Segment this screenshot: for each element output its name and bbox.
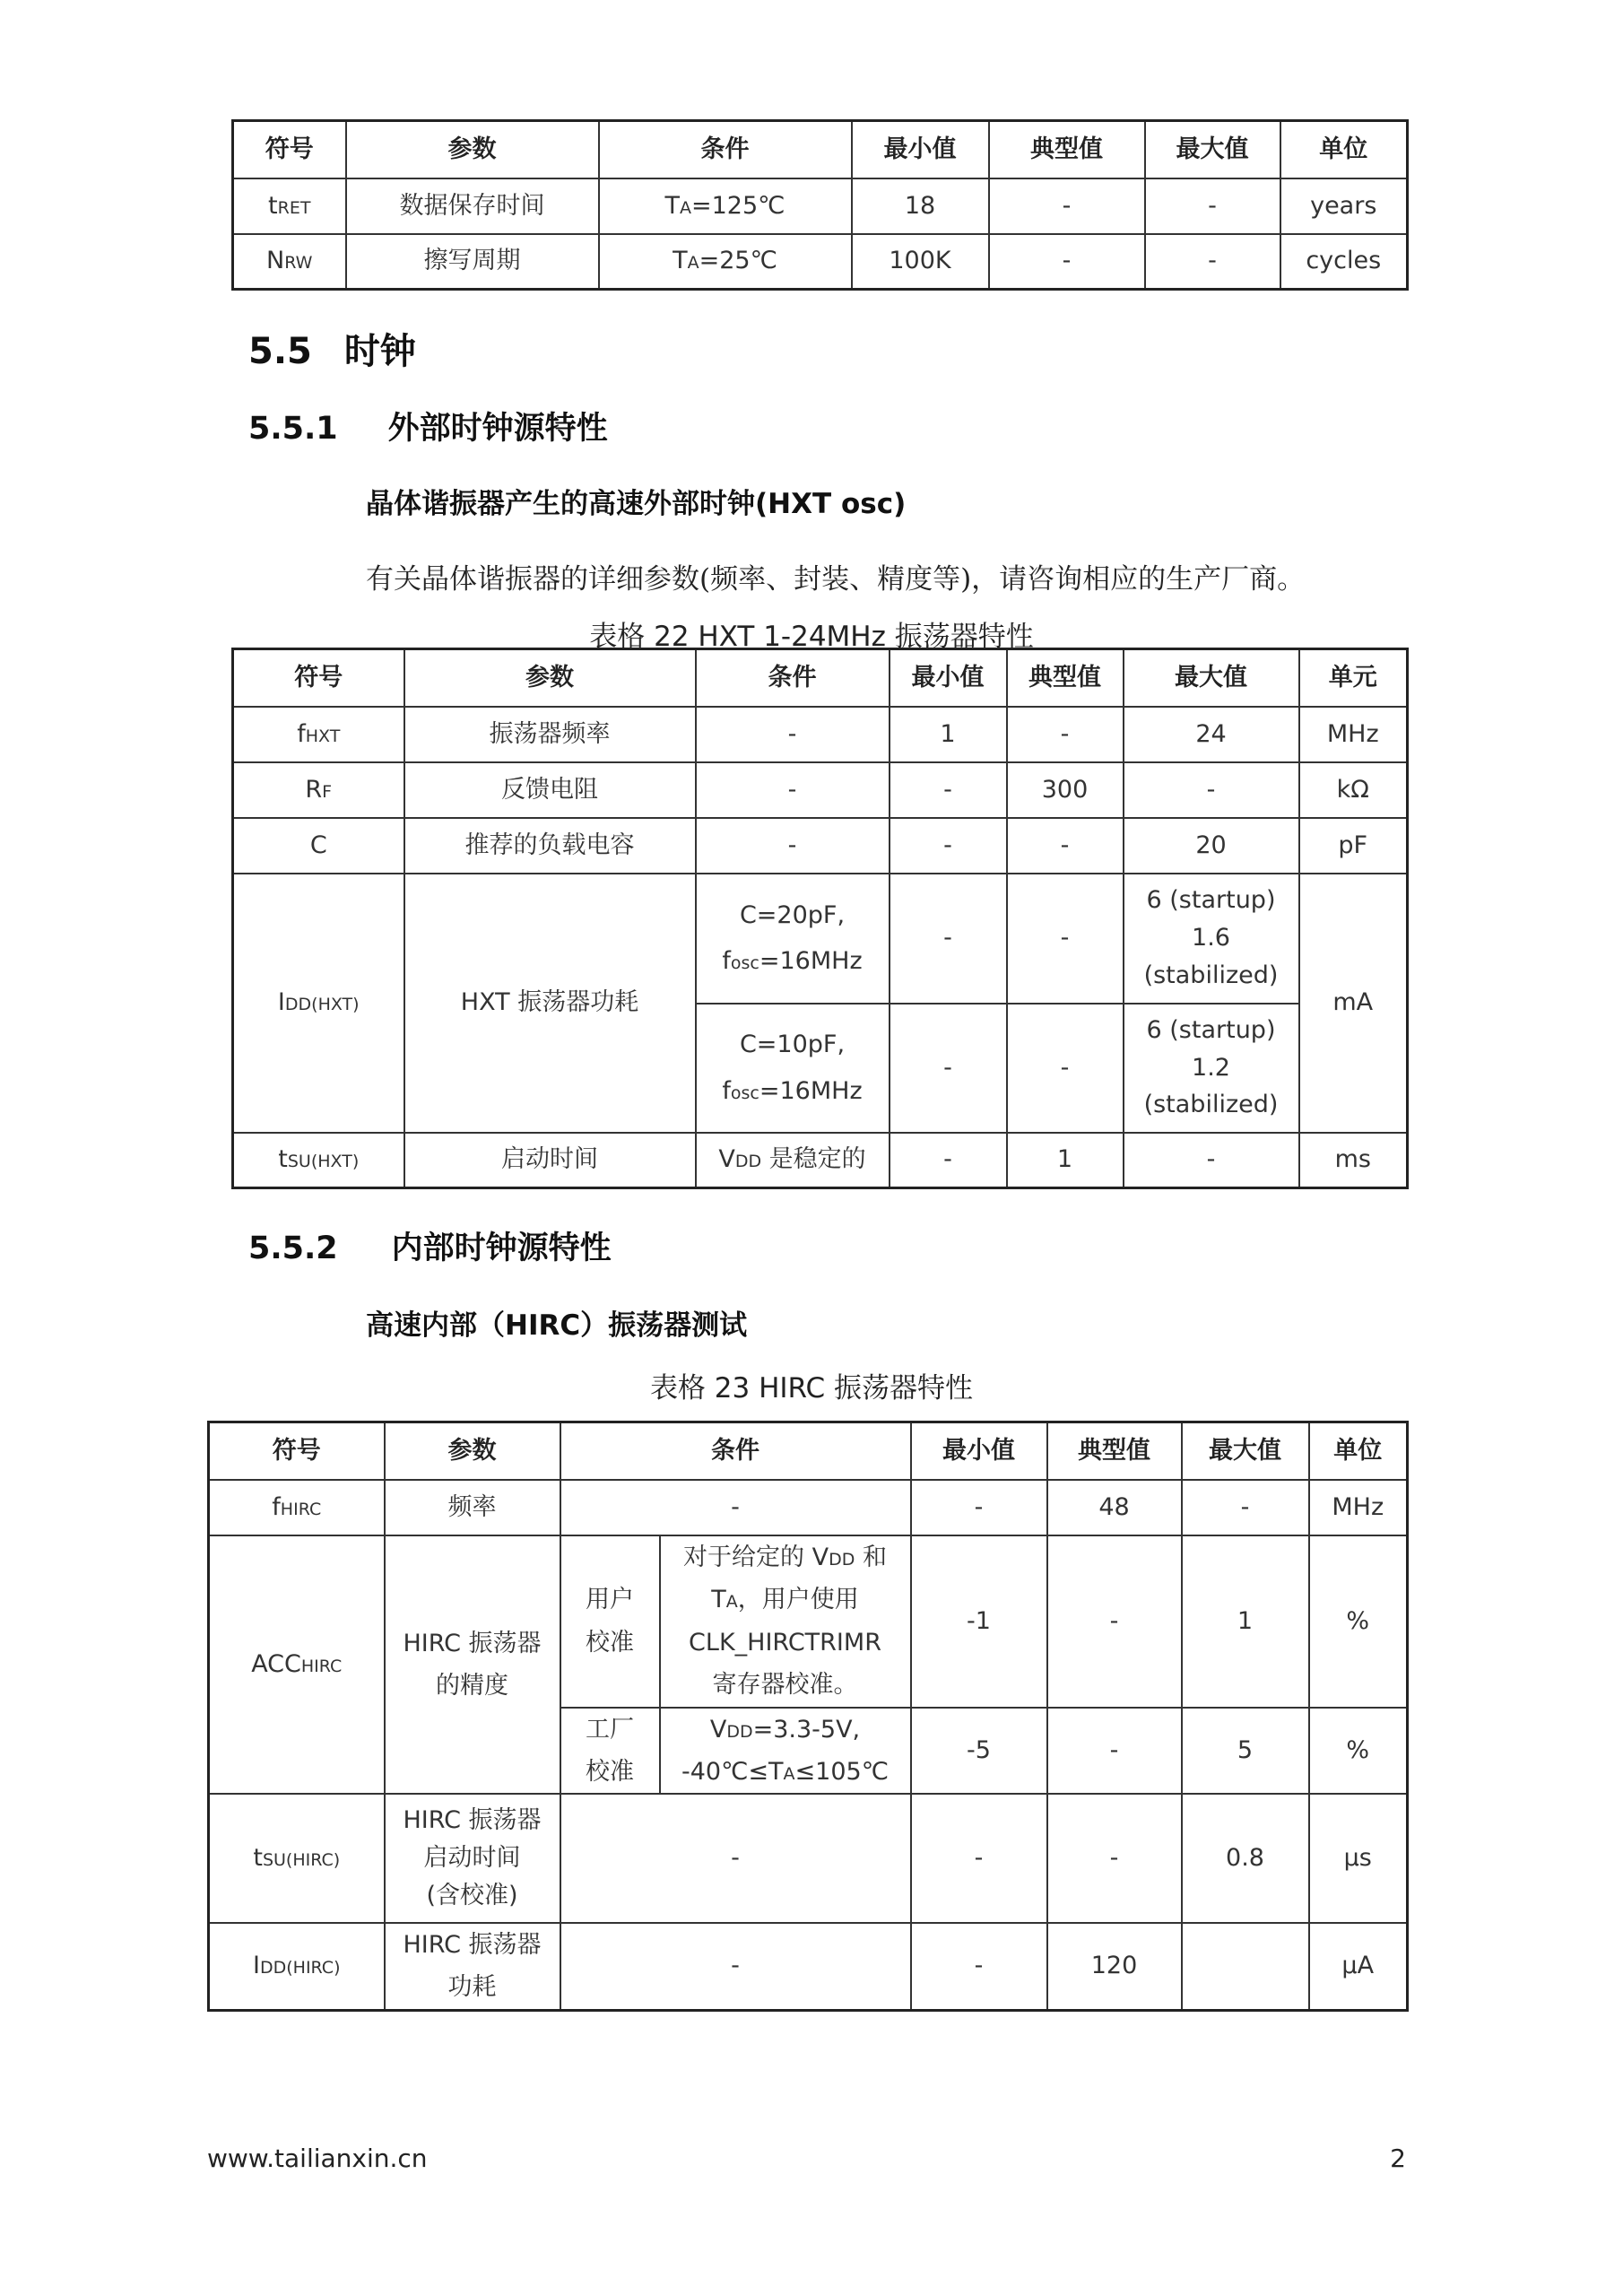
retention-table bbox=[231, 119, 1409, 291]
section-number: 5.5 bbox=[248, 331, 312, 372]
param-cell: 推荐的负载电容 bbox=[404, 818, 696, 874]
table-row bbox=[233, 818, 1408, 874]
header-cell: 最小值 bbox=[852, 121, 989, 178]
header-cell: 典型值 bbox=[1047, 1422, 1182, 1480]
header-cell: 最小值 bbox=[890, 649, 1007, 707]
condition-cell: - bbox=[696, 818, 890, 874]
header-cell: 条件 bbox=[696, 649, 890, 707]
typ-cell: - bbox=[989, 234, 1145, 290]
symbol-cell: tSU(HXT) bbox=[233, 1133, 404, 1188]
min-cell: 1 bbox=[890, 707, 1007, 762]
header-cell: 参数 bbox=[385, 1422, 560, 1480]
condition-cell: TA=25℃ bbox=[599, 234, 852, 290]
max-cell: - bbox=[1145, 178, 1280, 234]
table-row bbox=[209, 1480, 1408, 1535]
calibration-label-cell: 工厂 校准 bbox=[560, 1708, 660, 1795]
unit-cell: pF bbox=[1299, 818, 1408, 874]
condition-cell: C=20pF, fosc=16MHz bbox=[696, 874, 890, 1004]
symbol-cell: IDD(HIRC) bbox=[209, 1923, 385, 2010]
max-cell: 6 (startup) 1.2 (stabilized) bbox=[1124, 1004, 1299, 1133]
hirc-heading: 高速内部（HIRC）振荡器测试 bbox=[366, 1309, 748, 1342]
param-cell: HIRC 振荡器 功耗 bbox=[385, 1923, 560, 2010]
header-cell: 参数 bbox=[404, 649, 696, 707]
table-row bbox=[233, 707, 1408, 762]
symbol-cell: NRW bbox=[233, 234, 346, 290]
unit-cell: μs bbox=[1309, 1794, 1408, 1923]
unit-cell: μA bbox=[1309, 1923, 1408, 2010]
unit-cell: MHz bbox=[1309, 1480, 1408, 1535]
hxt-paragraph: 有关晶体谐振器的详细参数(频率、封装、精度等)，请咨询相应的生产厂商。 bbox=[366, 563, 1306, 596]
max-cell bbox=[1182, 1923, 1309, 2010]
min-cell: 18 bbox=[852, 178, 989, 234]
param-cell: HIRC 振荡器 的精度 bbox=[385, 1535, 560, 1795]
table-row bbox=[233, 178, 1408, 234]
unit-cell: ms bbox=[1299, 1133, 1408, 1188]
table-row bbox=[233, 762, 1408, 818]
min-cell: -1 bbox=[911, 1535, 1047, 1708]
condition-cell: - bbox=[696, 762, 890, 818]
param-cell: HIRC 振荡器 启动时间 (含校准) bbox=[385, 1794, 560, 1923]
table-row bbox=[233, 1133, 1408, 1188]
table-row bbox=[209, 1535, 1408, 1708]
typ-cell: - bbox=[1007, 707, 1124, 762]
header-cell: 符号 bbox=[233, 121, 346, 178]
section-title: 时钟 bbox=[343, 331, 416, 372]
calibration-label-cell: 用户 校准 bbox=[560, 1535, 660, 1708]
symbol-cell: IDD(HXT) bbox=[233, 874, 404, 1133]
header-cell: 符号 bbox=[233, 649, 404, 707]
subsection-heading bbox=[248, 1223, 612, 1268]
hirc-table bbox=[207, 1421, 1409, 2012]
condition-cell: C=10pF, fosc=16MHz bbox=[696, 1004, 890, 1133]
unit-cell: % bbox=[1309, 1535, 1408, 1708]
max-cell: - bbox=[1124, 1133, 1299, 1188]
param-cell: 频率 bbox=[385, 1480, 560, 1535]
symbol-cell: ACCHIRC bbox=[209, 1535, 385, 1795]
min-cell: - bbox=[890, 818, 1007, 874]
header-cell: 最大值 bbox=[1124, 649, 1299, 707]
subsection-title: 内部时钟源特性 bbox=[391, 1231, 612, 1266]
header-cell: 单元 bbox=[1299, 649, 1408, 707]
hxt-table bbox=[231, 648, 1409, 1189]
unit-cell: mA bbox=[1299, 874, 1408, 1133]
condition-cell: - bbox=[696, 707, 890, 762]
max-cell: - bbox=[1145, 234, 1280, 290]
header-cell: 参数 bbox=[346, 121, 599, 178]
subsection-number: 5.5.2 bbox=[248, 1231, 338, 1266]
header-cell: 最大值 bbox=[1145, 121, 1280, 178]
header-cell: 典型值 bbox=[1007, 649, 1124, 707]
header-cell: 符号 bbox=[209, 1422, 385, 1480]
min-cell: - bbox=[890, 1133, 1007, 1188]
subsection-number: 5.5.1 bbox=[248, 411, 338, 447]
header-cell: 条件 bbox=[599, 121, 852, 178]
typ-cell: - bbox=[1047, 1535, 1182, 1708]
max-cell: 24 bbox=[1124, 707, 1299, 762]
symbol-cell: RF bbox=[233, 762, 404, 818]
symbol-cell: fHIRC bbox=[209, 1480, 385, 1535]
max-cell: 20 bbox=[1124, 818, 1299, 874]
typ-cell: - bbox=[1007, 874, 1124, 1004]
section-heading bbox=[248, 323, 416, 374]
min-cell: - bbox=[911, 1794, 1047, 1923]
min-cell: - bbox=[890, 874, 1007, 1004]
symbol-cell: fHXT bbox=[233, 707, 404, 762]
hxt-heading: 晶体谐振器产生的高速外部时钟(HXT osc) bbox=[366, 488, 907, 520]
page-number: 2 bbox=[1390, 2144, 1406, 2173]
unit-cell: % bbox=[1309, 1708, 1408, 1795]
condition-cell: - bbox=[560, 1923, 911, 2010]
max-cell: 5 bbox=[1182, 1708, 1309, 1795]
min-cell: - bbox=[911, 1923, 1047, 2010]
max-cell: 0.8 bbox=[1182, 1794, 1309, 1923]
min-cell: - bbox=[911, 1480, 1047, 1535]
max-cell: - bbox=[1182, 1480, 1309, 1535]
condition-cell: TA=125℃ bbox=[599, 178, 852, 234]
table-header-row bbox=[233, 649, 1408, 707]
min-cell: 100K bbox=[852, 234, 989, 290]
min-cell: - bbox=[890, 762, 1007, 818]
table-row bbox=[233, 234, 1408, 290]
max-cell: 1 bbox=[1182, 1535, 1309, 1708]
typ-cell: - bbox=[1007, 1004, 1124, 1133]
symbol-cell: C bbox=[233, 818, 404, 874]
header-cell: 典型值 bbox=[989, 121, 1145, 178]
footer-url[interactable]: www.tailianxin.cn bbox=[207, 2144, 428, 2173]
subsection-title: 外部时钟源特性 bbox=[387, 411, 608, 447]
typ-cell: - bbox=[1047, 1708, 1182, 1795]
table-row bbox=[233, 874, 1408, 1004]
table-header-row bbox=[209, 1422, 1408, 1480]
typ-cell: - bbox=[989, 178, 1145, 234]
condition-cell: 对于给定的 VDD 和 TA，用户使用 CLK_HIRCTRIMR 寄存器校准。 bbox=[660, 1535, 911, 1708]
max-cell: 6 (startup) 1.6 (stabilized) bbox=[1124, 874, 1299, 1004]
param-cell: 振荡器频率 bbox=[404, 707, 696, 762]
header-cell: 最小值 bbox=[911, 1422, 1047, 1480]
header-cell: 单位 bbox=[1280, 121, 1408, 178]
table-row bbox=[209, 1794, 1408, 1923]
param-cell: 反馈电阻 bbox=[404, 762, 696, 818]
header-cell: 单位 bbox=[1309, 1422, 1408, 1480]
condition-cell: - bbox=[560, 1794, 911, 1923]
table-header-row bbox=[233, 121, 1408, 178]
param-cell: HXT 振荡器功耗 bbox=[404, 874, 696, 1133]
typ-cell: 300 bbox=[1007, 762, 1124, 818]
typ-cell: 1 bbox=[1007, 1133, 1124, 1188]
symbol-cell: tRET bbox=[233, 178, 346, 234]
param-cell: 擦写周期 bbox=[346, 234, 599, 290]
header-cell: 条件 bbox=[560, 1422, 911, 1480]
unit-cell: kΩ bbox=[1299, 762, 1408, 818]
param-cell: 启动时间 bbox=[404, 1133, 696, 1188]
max-cell: - bbox=[1124, 762, 1299, 818]
min-cell: -5 bbox=[911, 1708, 1047, 1795]
condition-cell: - bbox=[560, 1480, 911, 1535]
condition-cell: VDD 是稳定的 bbox=[696, 1133, 890, 1188]
typ-cell: - bbox=[1047, 1794, 1182, 1923]
unit-cell: cycles bbox=[1280, 234, 1408, 290]
table-caption: 表格 22 HXT 1-24MHz 振荡器特性 bbox=[589, 621, 1034, 653]
param-cell: 数据保存时间 bbox=[346, 178, 599, 234]
subsection-heading bbox=[248, 404, 608, 448]
min-cell: - bbox=[890, 1004, 1007, 1133]
condition-cell: VDD=3.3-5V, -40℃≤TA≤105℃ bbox=[660, 1708, 911, 1795]
typ-cell: 48 bbox=[1047, 1480, 1182, 1535]
table-caption: 表格 23 HIRC 振荡器特性 bbox=[649, 1372, 974, 1405]
symbol-cell: tSU(HIRC) bbox=[209, 1794, 385, 1923]
header-cell: 最大值 bbox=[1182, 1422, 1309, 1480]
unit-cell: MHz bbox=[1299, 707, 1408, 762]
table-row bbox=[209, 1923, 1408, 2010]
typ-cell: 120 bbox=[1047, 1923, 1182, 2010]
typ-cell: - bbox=[1007, 818, 1124, 874]
unit-cell: years bbox=[1280, 178, 1408, 234]
